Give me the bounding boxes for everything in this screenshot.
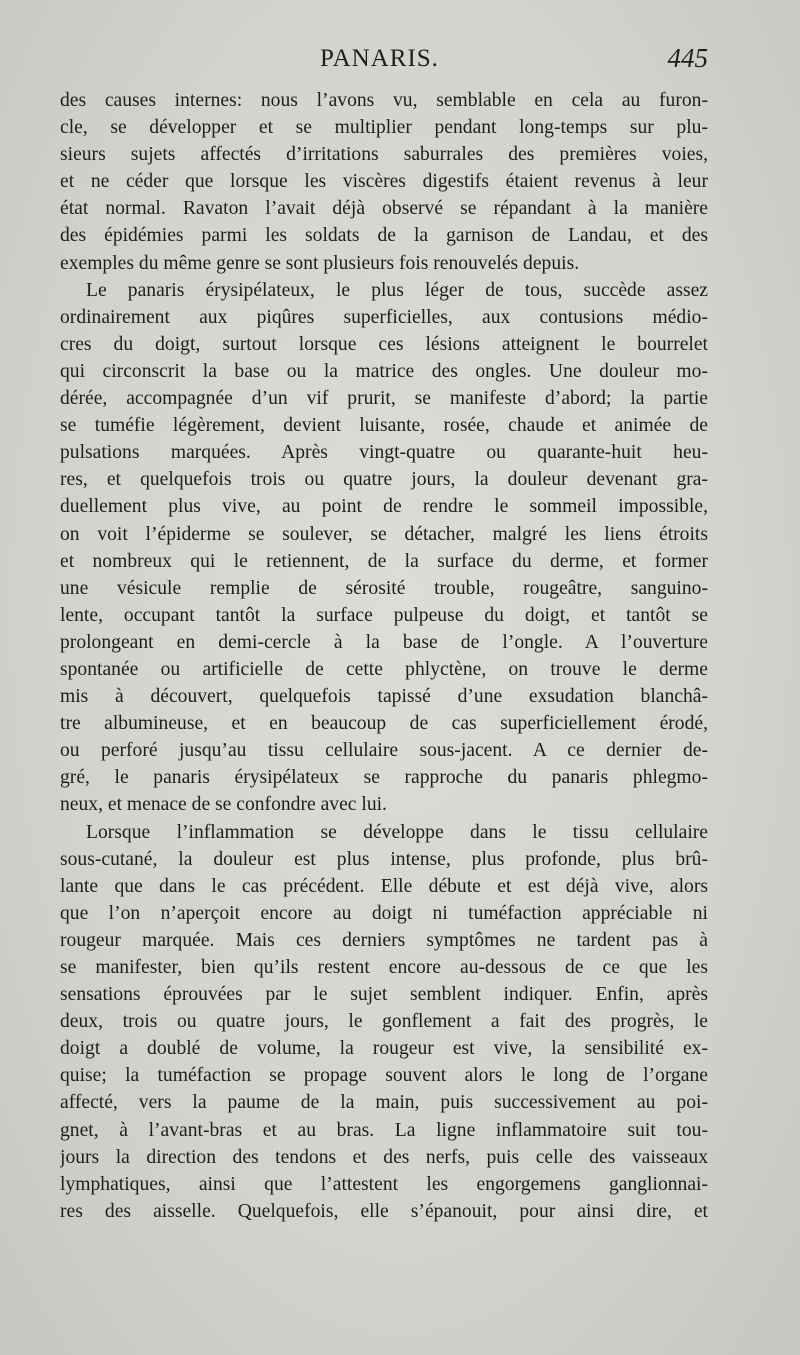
text-line: et nombreux qui le retiennent, de la surface du derme, et former <box>60 550 708 572</box>
text-line: cres du doigt, surtout lorsque ces lésions atteignent le bourrelet <box>60 333 708 355</box>
text-line: Lorsque l’inflammation se développe dans le tissu cellulaire <box>86 821 708 843</box>
text-line: doigt a doublé de volume, la rougeur est vive, la sensibilité ex- <box>60 1038 708 1060</box>
text-line: quise; la tuméfaction se propage souvent alors le long de l’organe <box>60 1065 708 1087</box>
text-line: on voit l’épiderme se soulever, se détacher, malgré les liens étroits <box>60 523 708 545</box>
page-number: 445 <box>667 43 708 73</box>
text-line: cle, se développer et se multiplier pendant long-temps sur plu- <box>60 117 708 139</box>
text-line: spontanée ou artificielle de cette phlyctène, on trouve le derme <box>60 658 708 680</box>
text-line: une vésicule remplie de sérosité trouble, rougeâtre, sanguino- <box>60 577 708 599</box>
text-line: et ne céder que lorsque les viscères digestifs étaient revenus à leur <box>60 171 708 193</box>
text-line: se tuméfie légèrement, devient luisante, rosée, chaude et animée de <box>60 415 708 437</box>
text-line: ou perforé jusqu’au tissu cellulaire sous-jacent. A ce dernier de- <box>60 740 708 762</box>
text-line: des causes internes: nous l’avons vu, semblable en cela au furon- <box>60 90 708 111</box>
text-line: gré, le panaris érysipélateux se rapproche du panaris phlegmo- <box>60 767 708 789</box>
text-line: rougeur marquée. Mais ces derniers symptômes ne tardent pas à <box>60 929 708 951</box>
text-line: ordinairement aux piqûres superficielles, aux contusions médio- <box>60 306 708 328</box>
text-line: exemples du même genre se sont plusieurs fois renouvelés depuis. <box>60 252 580 274</box>
page-header <box>60 44 708 80</box>
text-line: des épidémies parmi les soldats de la garnison de Landau, et des <box>60 225 708 247</box>
text-line: neux, et menace de se confondre avec lui. <box>60 794 387 816</box>
text-line: se manifester, bien qu’ils restent encore au-dessous de ce que les <box>60 957 708 978</box>
running-title: PANARIS. <box>320 45 439 72</box>
text-line: sous-cutané, la douleur est plus intense, plus profonde, plus brû- <box>60 848 708 870</box>
text-line: pulsations marquées. Après vingt-quatre ou quarante-huit heu- <box>60 442 708 464</box>
text-line: lente, occupant tantôt la surface pulpeuse du doigt, et tantôt se <box>60 604 708 626</box>
text-line: qui circonscrit la base ou la matrice des ongles. Une douleur mo- <box>60 360 708 382</box>
text-line: res des aisselle. Quelquefois, elle s’épanouit, pour ainsi dire, et <box>60 1200 708 1222</box>
text-line: gnet, à l’avant-bras et au bras. La ligne inflammatoire suit tou- <box>60 1119 708 1141</box>
text-line: Le panaris érysipélateux, le plus léger de tous, succède assez <box>86 279 708 301</box>
body-text <box>60 87 708 1225</box>
text-line: deux, trois ou quatre jours, le gonflement a fait des progrès, le <box>60 1011 708 1033</box>
text-line: sensations éprouvées par le sujet semblent indiquer. Enfin, après <box>60 984 708 1006</box>
text-line: prolongeant en demi-cercle à la base de l’ongle. A l’ouverture <box>60 631 708 653</box>
text-line: que l’on n’aperçoit encore au doigt ni tuméfaction appréciable ni <box>60 902 708 924</box>
text-line: mis à découvert, quelquefois tapissé d’une exsudation blanchâ- <box>60 686 708 708</box>
text-line: dérée, accompagnée d’un vif prurit, se manifeste d’abord; la partie <box>60 388 708 410</box>
text-line: res, et quelquefois trois ou quatre jours, la douleur devenant gra- <box>60 469 708 491</box>
text-line: jours la direction des tendons et des nerfs, puis celle des vaisseaux <box>60 1146 708 1168</box>
text-line: lante que dans le cas précédent. Elle débute et est déjà vive, alors <box>60 875 708 897</box>
text-line: état normal. Ravaton l’avait déjà observé se répandant à la manière <box>60 198 708 220</box>
text-line: tre albumineuse, et en beaucoup de cas superficiellement érodé, <box>60 713 708 735</box>
text-line: duellement plus vive, au point de rendre le sommeil impossible, <box>60 496 708 518</box>
text-line: sieurs sujets affectés d’irritations saburrales des premières voies, <box>60 144 708 166</box>
text-line: lymphatiques, ainsi que l’attestent les engorgemens ganglionnai- <box>60 1173 708 1195</box>
text-line: affecté, vers la paume de la main, puis successivement au poi- <box>60 1092 708 1114</box>
